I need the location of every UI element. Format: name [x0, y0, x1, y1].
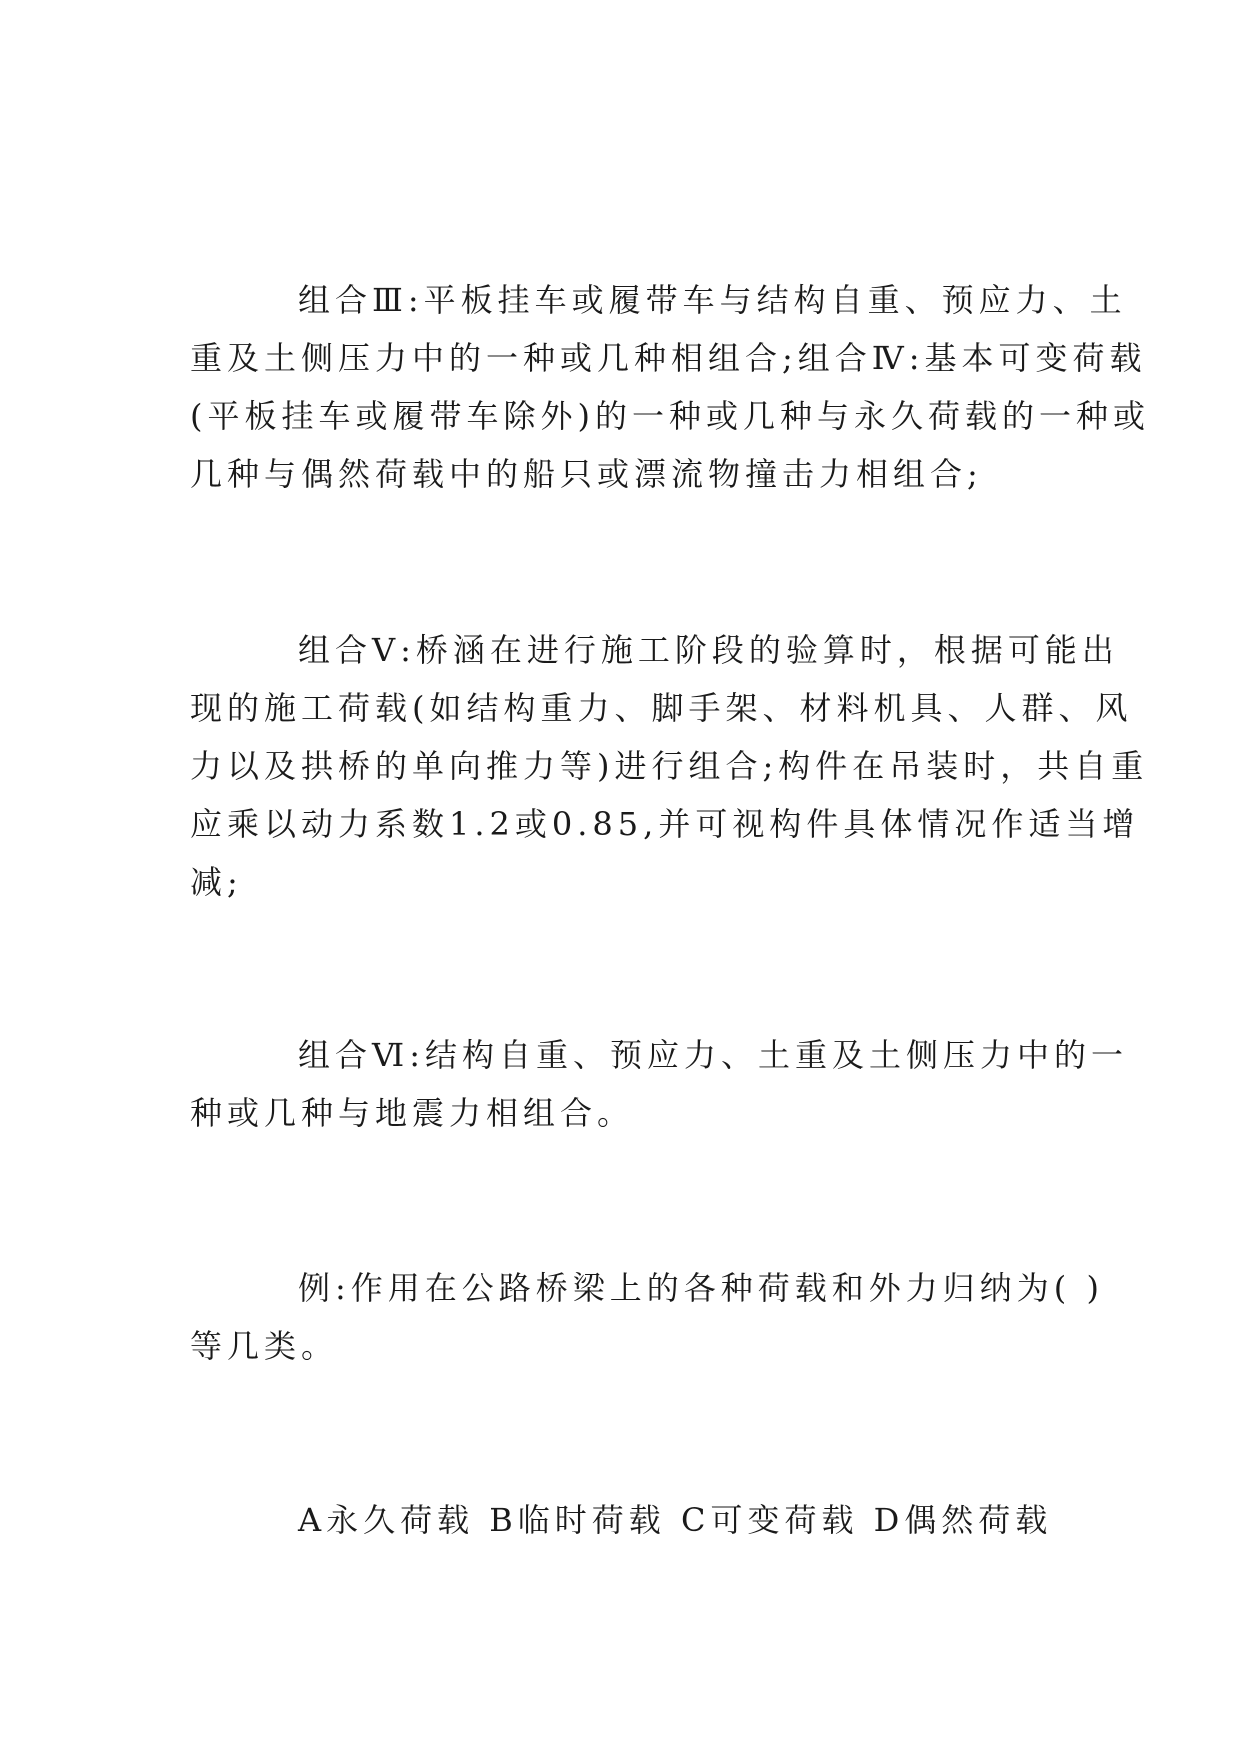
text-line: 组合Ⅵ:结构自重、预应力、土重及土侧压力中的一	[298, 1036, 1128, 1074]
text-line: 现的施工荷载(如结构重力、脚手架、材料机具、人群、风	[190, 689, 1133, 727]
text-line: (平板挂车或履带车除外)的一种或几种与永久荷载的一种或	[190, 397, 1150, 435]
text-line: 减;	[190, 863, 243, 901]
text-line: 应乘以动力系数1.2或0.85,并可视构件具体情况作适当增	[190, 805, 1140, 843]
text-line: A永久荷载 B临时荷载 C可变荷载 D偶然荷载	[298, 1501, 1053, 1539]
text-line: 等几类。	[190, 1327, 339, 1365]
text-line: 几种与偶然荷载中的船只或漂流物撞击力相组合;	[190, 455, 983, 493]
text-line: 例:作用在公路桥梁上的各种荷载和外力归纳为( )	[298, 1269, 1104, 1307]
text-line: 重及土侧压力中的一种或几种相组合;组合Ⅳ:基本可变荷载	[190, 339, 1147, 377]
text-line: 组合Ⅲ:平板挂车或履带车与结构自重、预应力、土	[298, 281, 1127, 319]
text-line: 力以及拱桥的单向推力等)进行组合;构件在吊装时，共自重	[190, 747, 1149, 785]
text-line: 种或几种与地震力相组合。	[190, 1094, 635, 1132]
text-line: 组合Ⅴ:桥涵在进行施工阶段的验算时，根据可能出	[298, 631, 1119, 669]
